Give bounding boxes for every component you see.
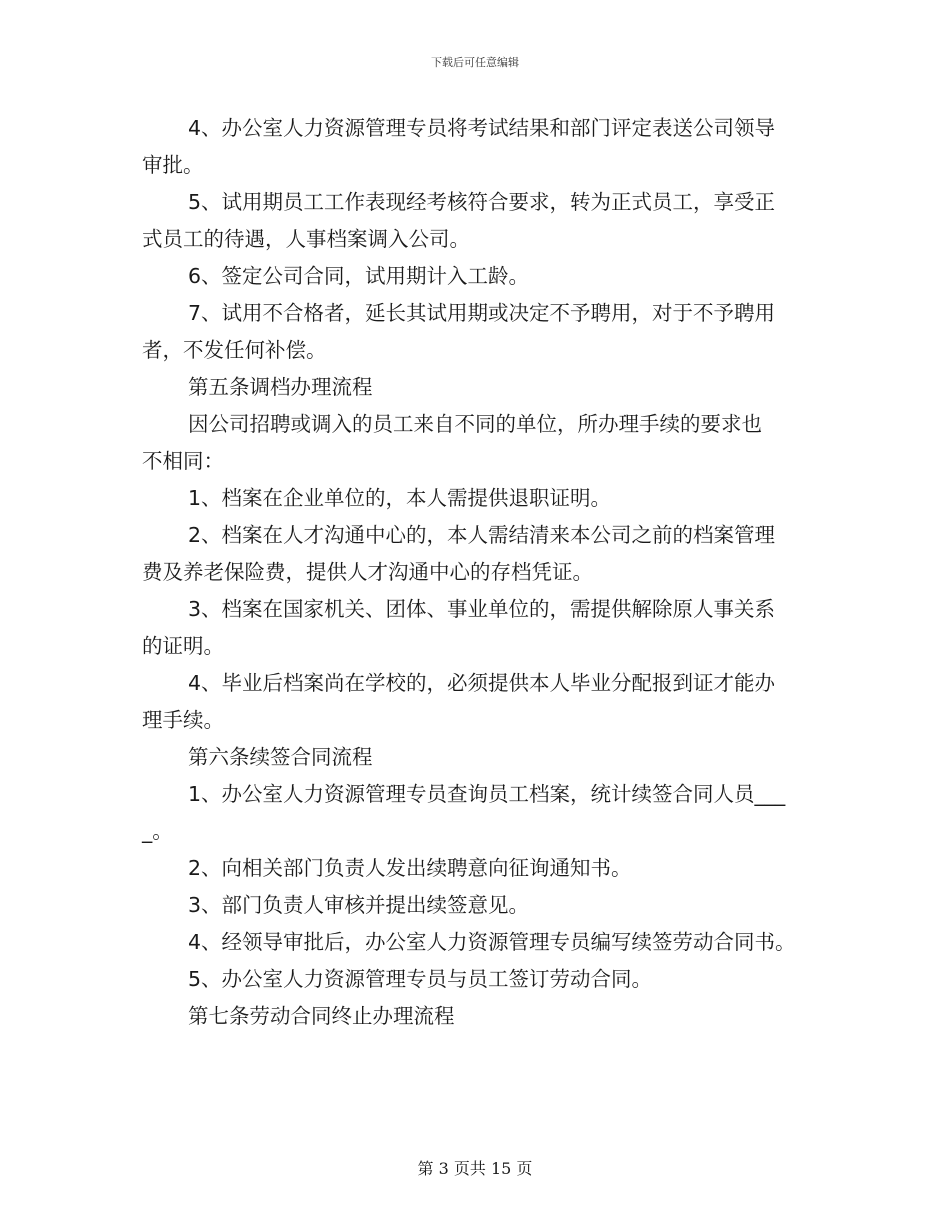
paragraph-intro-transfer xyxy=(142,406,822,480)
paragraph-renewal-item-5 xyxy=(142,961,822,998)
paragraph-line: 4、经领导审批后，办公室人力资源管理专员编写续签劳动合同书。 xyxy=(188,930,796,954)
paragraph-item-5-probation xyxy=(142,184,822,258)
page-header: 下载后可任意编辑 xyxy=(431,56,519,69)
paragraph-line: 4、毕业后档案尚在学校的，必须提供本人毕业分配报到证才能办 xyxy=(188,671,776,695)
paragraph-line: 3、档案在国家机关、团体、事业单位的，需提供解除原人事关系 xyxy=(188,597,776,621)
paragraph-item-4-approval xyxy=(142,110,822,184)
paragraph-transfer-item-3 xyxy=(142,591,822,665)
document-body xyxy=(142,110,822,1035)
paragraph-line: 5、办公室人力资源管理专员与员工签订劳动合同。 xyxy=(188,967,653,991)
paragraph-line: 不相同： xyxy=(142,449,224,473)
paragraph-renewal-item-1 xyxy=(142,776,822,850)
paragraph-transfer-item-2 xyxy=(142,517,822,591)
paragraph-renewal-item-2 xyxy=(142,850,822,887)
paragraph-line: 因公司招聘或调入的员工来自不同的单位，所办理手续的要求也 xyxy=(188,412,762,436)
paragraph-item-6-contract xyxy=(142,258,822,295)
page-footer: 第 3 页共 15 页 xyxy=(417,1159,533,1178)
paragraph-transfer-item-4 xyxy=(142,665,822,739)
paragraph-line: 者，不发任何补偿。 xyxy=(142,338,327,362)
section-heading-article-5: 第五条调档办理流程 xyxy=(188,375,373,399)
paragraph-line: 的证明。 xyxy=(142,634,224,658)
paragraph-transfer-item-1 xyxy=(142,480,822,517)
paragraph-line: 6、签定公司合同，试用期计入工龄。 xyxy=(188,264,530,288)
paragraph-renewal-item-4 xyxy=(142,924,822,961)
paragraph-line: _。 xyxy=(142,819,173,843)
paragraph-line: 4、办公室人力资源管理专员将考试结果和部门评定表送公司领导 xyxy=(188,116,776,140)
paragraph-renewal-item-3 xyxy=(142,887,822,924)
paragraph-line: 式员工的待遇，人事档案调入公司。 xyxy=(142,227,470,251)
paragraph-line: 1、档案在企业单位的，本人需提供退职证明。 xyxy=(188,486,612,510)
paragraph-line: 2、向相关部门负责人发出续聘意向征询通知书。 xyxy=(188,856,632,880)
paragraph-line: 审批。 xyxy=(142,153,204,177)
paragraph-line: 5、试用期员工工作表现经考核符合要求，转为正式员工，享受正 xyxy=(188,190,776,214)
section-heading-article-7: 第七条劳动合同终止办理流程 xyxy=(188,1004,455,1028)
paragraph-line: 1、办公室人力资源管理专员查询员工档案，统计续签合同人员___ xyxy=(188,782,786,806)
paragraph-item-7-unqualified xyxy=(142,295,822,369)
paragraph-line: 2、档案在人才沟通中心的，本人需结清来本公司之前的档案管理 xyxy=(188,523,776,547)
paragraph-line: 费及养老保险费，提供人才沟通中心的存档凭证。 xyxy=(142,560,593,584)
paragraph-line: 3、部门负责人审核并提出续签意见。 xyxy=(188,893,530,917)
paragraph-line: 理手续。 xyxy=(142,708,224,732)
section-heading-article-6: 第六条续签合同流程 xyxy=(188,745,373,769)
paragraph-line: 7、试用不合格者，延长其试用期或决定不予聘用，对于不予聘用 xyxy=(188,301,776,325)
